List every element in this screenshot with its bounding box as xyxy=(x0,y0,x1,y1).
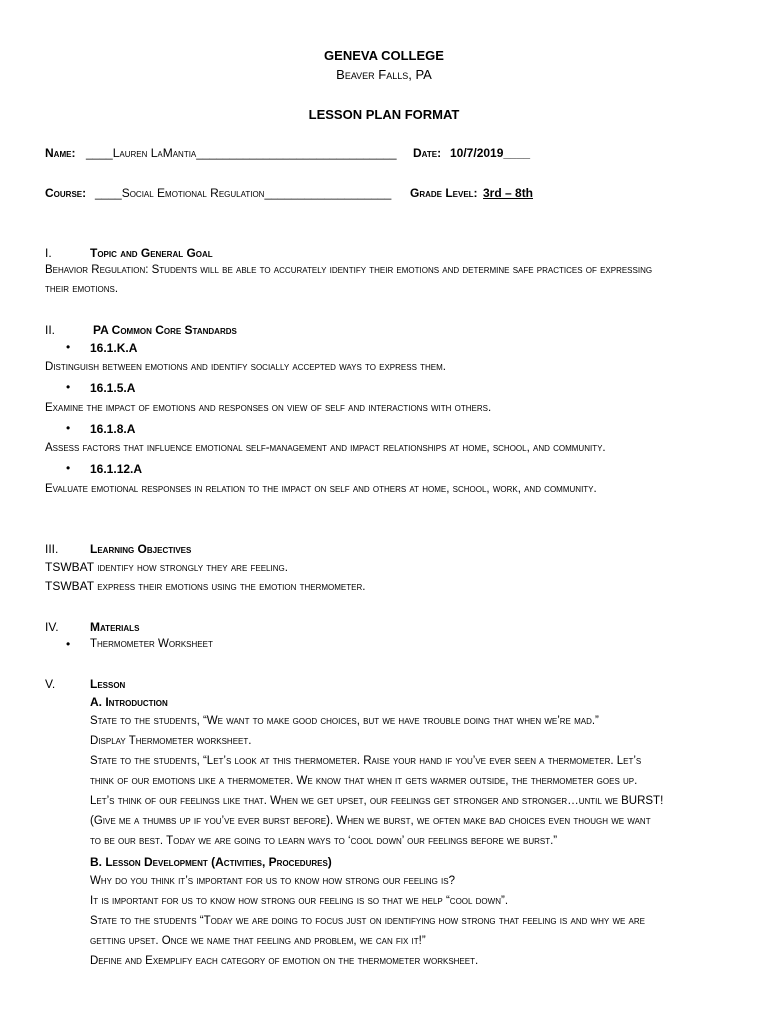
grade-label: Grade Level: xyxy=(410,186,478,200)
date-label: Date: xyxy=(413,146,442,160)
introduction-line: (Give me a thumbs up if you’ve ever burst before). When we burst, we often make bad choices even though we want xyxy=(90,815,651,827)
objective-item xyxy=(45,579,365,593)
standard-code: 16.1.8.A xyxy=(90,422,136,436)
objective-item xyxy=(45,560,288,574)
standard-code: 16.1.K.A xyxy=(90,341,138,355)
introduction-line: to be our best. Today we are going to learn ways to ‘cool down’ our feelings before we burst.” xyxy=(90,835,558,847)
section-3-title: Learning Objectives xyxy=(90,542,192,556)
introduction-line: Let’s think of our feelings like that. When we get upset, our feelings get stronger and stronger…until we BURST! xyxy=(90,795,664,807)
introduction-line: think of our emotions like a thermometer. We know that when it gets warmer outside, the thermometer goes up. xyxy=(90,775,638,787)
development-line: Define and Exemplify each category of emotion on the thermometer worksheet. xyxy=(90,955,479,967)
college-name: GENEVA COLLEGE xyxy=(324,48,444,63)
section-5-title: Lesson xyxy=(90,677,126,691)
standard-description: Evaluate emotional responses in relation to the impact on self and others at home, school, work, and community. xyxy=(45,483,597,495)
course-value: ____Social Emotional Regulation___________________ xyxy=(95,186,392,200)
standard-description: Examine the impact of emotions and responses on view of self and interactions with others. xyxy=(45,402,492,414)
section-3-number: III. xyxy=(45,542,59,556)
introduction-line: State to the students, “We want to make good choices, but we have trouble doing that when we’re mad.” xyxy=(90,715,599,727)
objective-text: identify how strongly they are feeling. xyxy=(94,562,288,574)
development-line: Why do you think it’s important for us to know how strong our feeling is? xyxy=(90,875,455,887)
standard-description: Distinguish between emotions and identify socially accepted ways to express them. xyxy=(45,361,446,373)
section-4-title: Materials xyxy=(90,620,140,634)
college-location: Beaver Falls, PA xyxy=(336,67,432,82)
course-label: Course: xyxy=(45,186,87,200)
development-line: It is important for us to know how strong our feeling is so that we help “cool down”. xyxy=(90,895,509,907)
bullet-icon: • xyxy=(66,340,71,354)
objective-lead: TSWBAT xyxy=(45,560,95,574)
bullet-icon: • xyxy=(66,421,71,435)
objective-lead: TSWBAT xyxy=(45,579,95,593)
standard-code: 16.1.12.A xyxy=(90,462,143,476)
date-value: 10/7/2019____ xyxy=(450,146,531,160)
name-value: ____Lauren LaMantia______________________________ xyxy=(86,146,397,160)
bullet-icon: • xyxy=(66,380,71,394)
document-title: LESSON PLAN FORMAT xyxy=(308,107,460,122)
section-1-number: I. xyxy=(45,246,52,260)
objective-text: express their emotions using the emotion thermometer. xyxy=(94,581,366,593)
section-5-number: V. xyxy=(45,677,56,691)
section-2-number: II. xyxy=(45,323,56,337)
bullet-icon: • xyxy=(66,461,71,475)
bullet-icon: • xyxy=(66,637,71,651)
introduction-line: State to the students, “Let’s look at this thermometer. Raise your hand if you’ve ever seen a thermometer. Let’s xyxy=(90,755,642,767)
materials-item: Thermometer Worksheet xyxy=(90,638,213,650)
section-1-text-line-1: Behavior Regulation: Students will be able to accurately identify their emotions and determine safe practices of expressing xyxy=(45,264,653,276)
grade-value: 3rd – 8th xyxy=(483,186,534,200)
development-line: State to the students “Today we are doing to focus just on identifying how strong that feeling is and why we are xyxy=(90,915,645,927)
introduction-heading: A. Introduction xyxy=(90,695,168,709)
standard-code: 16.1.5.A xyxy=(90,381,136,395)
section-1-title: Topic and General Goal xyxy=(90,246,213,260)
section-1-text-line-2: their emotions. xyxy=(45,283,119,295)
lesson-development-heading: B. Lesson Development (Activities, Procedures) xyxy=(90,855,332,869)
development-line: getting upset. Once we name that feeling and problem, we can fix it!” xyxy=(90,935,426,947)
name-label: Name: xyxy=(45,146,76,160)
section-4-number: IV. xyxy=(45,620,59,634)
standard-description: Assess factors that influence emotional self-management and impact relationships at home, school, and community. xyxy=(45,442,606,454)
section-2-title: PA Common Core Standards xyxy=(93,323,237,337)
introduction-line: Display Thermometer worksheet. xyxy=(90,735,252,747)
